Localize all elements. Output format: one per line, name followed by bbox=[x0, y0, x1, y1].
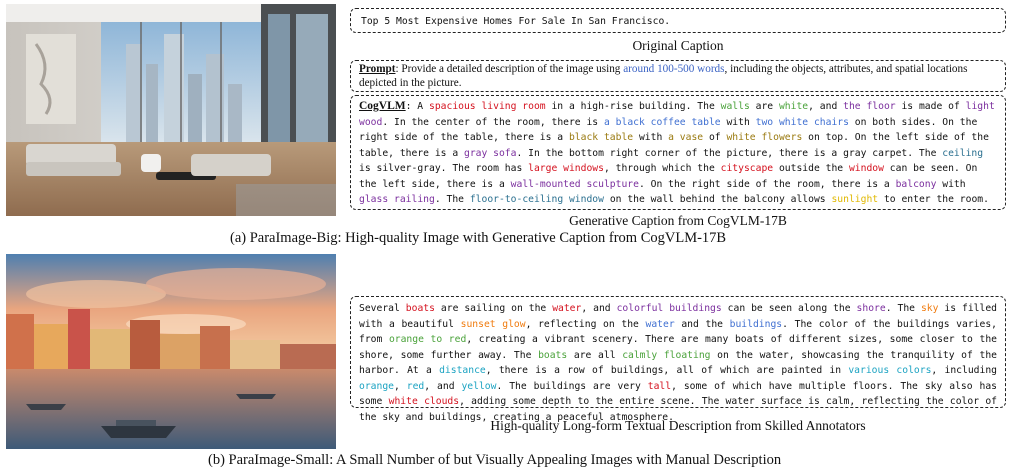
cogvlm-segment-highlight: black table bbox=[568, 132, 634, 143]
prompt-text-after: , including the objects, attributes, and spatial locations depicted in the picture. bbox=[359, 63, 968, 89]
cogvlm-segment-text: can be seen. On the left side, there is a bbox=[359, 163, 978, 190]
cogvlm-title: CogVLM bbox=[359, 100, 406, 112]
manual-segment-highlight: various colors bbox=[848, 365, 932, 376]
cogvlm-segment-highlight: a vase bbox=[668, 132, 704, 143]
cogvlm-segment-text: is silver-gray. The room has bbox=[359, 163, 529, 174]
figure-caption-a: (a) ParaImage-Big: High-quality Image with Generative Caption from CogVLM-17B bbox=[230, 230, 727, 246]
cogvlm-segment-highlight: cityscape bbox=[720, 163, 774, 174]
manual-segment-highlight: water bbox=[645, 318, 675, 330]
original-caption-text: Top 5 Most Expensive Homes For Sale In San Francisco. bbox=[361, 16, 671, 27]
living-room-photo bbox=[6, 4, 336, 216]
manual-segment-highlight: sky bbox=[920, 303, 939, 314]
cogvlm-segment-text: with bbox=[720, 116, 756, 128]
cogvlm-segment-text: on top. On the left side of the table, there is a bbox=[359, 132, 989, 159]
cogvlm-segment-highlight: large windows bbox=[528, 163, 604, 174]
cogvlm-segment-highlight: glass railing bbox=[359, 194, 435, 205]
manual-segment-highlight: distance bbox=[439, 365, 486, 376]
prompt-title: Prompt bbox=[359, 63, 396, 75]
manual-segment-highlight: boats bbox=[405, 303, 435, 314]
cogvlm-segment-highlight: walls bbox=[720, 101, 750, 112]
manual-segment-text: . The buildings are very bbox=[496, 380, 648, 392]
cogvlm-segment-highlight: gray sofa bbox=[463, 147, 517, 159]
cogvlm-segment-highlight: white bbox=[778, 101, 809, 112]
manual-segment-text: . The bbox=[885, 303, 921, 314]
cogvlm-segment-text: . In the center of the room, there is bbox=[382, 116, 604, 128]
figure-caption-b: (b) ParaImage-Small: A Small Number of but Visually Appealing Images with Manual Description bbox=[208, 452, 782, 468]
cogvlm-segment-text: with bbox=[633, 132, 669, 143]
cogvlm-segment-text: on the wall behind the balcony allows bbox=[603, 194, 832, 205]
cogvlm-segment-highlight: sunlight bbox=[831, 194, 879, 205]
cogvlm-segment-highlight: ceiling bbox=[942, 147, 984, 159]
manual-segment-text: , creating a vibrant scenery. There are many boats of different sizes, some closer to the shore, some further away. The bbox=[359, 334, 997, 361]
prompt-text-before: : Provide a detailed description of the image using bbox=[395, 63, 624, 75]
cogvlm-segment-highlight: two white chairs bbox=[755, 116, 849, 128]
prompt-box bbox=[350, 60, 1006, 92]
manual-segment-highlight: sunset glow bbox=[460, 318, 526, 330]
cogvlm-segment-text: is made of bbox=[895, 101, 966, 112]
manual-segment-text: and the bbox=[674, 318, 730, 330]
manual-segment-highlight: water bbox=[552, 303, 582, 314]
cogvlm-segment-highlight: wall-mounted sculpture bbox=[510, 178, 639, 190]
manual-segment-text: , reflecting on the bbox=[525, 318, 646, 330]
manual-segment-highlight: white clouds bbox=[388, 396, 460, 407]
original-caption-label: Original Caption bbox=[632, 38, 724, 53]
manual-segment-highlight: colorful buildings bbox=[616, 303, 722, 314]
manual-segment-highlight: shore bbox=[856, 303, 886, 314]
cogvlm-segment-highlight: a black coffee table bbox=[603, 116, 721, 128]
manual-segment-highlight: tall bbox=[647, 380, 672, 392]
cogvlm-caption-label: Generative Caption from CogVLM-17B bbox=[569, 213, 787, 228]
cogvlm-segment-text: , through which the bbox=[603, 163, 721, 174]
cogvlm-segment-highlight: white flowers bbox=[726, 132, 803, 143]
cogvlm-segment-highlight: floor-to-ceiling window bbox=[469, 194, 604, 205]
manual-segment-highlight: yellow bbox=[461, 380, 497, 392]
manual-description-label: High-quality Long-form Textual Description from Skilled Annotators bbox=[490, 418, 866, 433]
cogvlm-segment-highlight: the floor bbox=[843, 101, 896, 112]
cogvlm-segment-text: outside the bbox=[773, 163, 849, 174]
cogvlm-segment-highlight: balcony bbox=[895, 178, 937, 190]
cogvlm-caption-box bbox=[350, 95, 1006, 210]
manual-segment-text: , bbox=[394, 380, 407, 392]
manual-segment-text: on the water, showcasing the tranquility of the harbor. At a bbox=[359, 349, 997, 376]
cogvlm-segment-text: are bbox=[749, 101, 779, 112]
manual-description-text bbox=[359, 303, 997, 423]
manual-segment-text: are all bbox=[567, 349, 623, 361]
cogvlm-caption-text bbox=[359, 101, 995, 205]
manual-segment-text: , and bbox=[424, 380, 462, 392]
manual-segment-highlight: calmly floating bbox=[622, 349, 711, 361]
cogvlm-segment-text: , and bbox=[808, 101, 844, 112]
manual-segment-text: , adding some depth to the entire scene. The water surface is calm, reflecting the color of the sky and buildings, creating a peaceful atmosphere. bbox=[359, 396, 997, 423]
manual-description-box bbox=[350, 296, 1006, 423]
cogvlm-segment-text: . In the bottom right corner of the picture, there is a gray carpet. The bbox=[516, 147, 943, 159]
manual-segment-text: is filled with a beautiful bbox=[359, 303, 998, 330]
manual-segment-text: , there is a row of buildings, all of which are painted in bbox=[485, 365, 849, 376]
manual-segment-text: can be seen along the bbox=[721, 303, 857, 314]
cogvlm-segment-text: : A bbox=[405, 101, 429, 112]
cogvlm-segment-text: on both sides. On the right side of the table, there is a bbox=[359, 116, 978, 143]
cogvlm-segment-highlight: spacious living room bbox=[428, 101, 546, 112]
cogvlm-segment-text: . On the right side of the room, there is a bbox=[638, 178, 896, 190]
original-caption-box bbox=[350, 8, 1006, 33]
manual-segment-text: Several bbox=[359, 303, 406, 314]
harbor-photo bbox=[6, 254, 336, 449]
cogvlm-segment-highlight: light wood bbox=[359, 101, 995, 128]
manual-segment-text: , and bbox=[581, 303, 617, 314]
cogvlm-segment-text: with bbox=[936, 178, 966, 190]
cogvlm-segment-highlight: window bbox=[848, 163, 884, 174]
manual-segment-text: , including bbox=[931, 365, 997, 376]
cogvlm-segment-text: in a high-rise building. The bbox=[545, 101, 721, 112]
manual-segment-text: are sailing on the bbox=[434, 303, 553, 314]
cogvlm-segment-text: . The bbox=[434, 194, 470, 205]
manual-segment-text: , some of which have multiple floors. The sky also has some bbox=[359, 380, 997, 407]
manual-segment-text: . The color of the buildings varies, from bbox=[359, 318, 998, 345]
manual-segment-highlight: orange to red bbox=[388, 334, 467, 345]
manual-segment-highlight: red bbox=[406, 380, 425, 392]
cogvlm-segment-text: to enter the room. bbox=[878, 194, 989, 205]
prompt-highlight: around 100-500 words bbox=[623, 63, 725, 75]
manual-segment-highlight: boats bbox=[538, 349, 568, 361]
cogvlm-segment-text: of bbox=[703, 132, 727, 143]
manual-segment-highlight: orange bbox=[359, 380, 394, 392]
manual-segment-highlight: buildings bbox=[729, 318, 783, 330]
